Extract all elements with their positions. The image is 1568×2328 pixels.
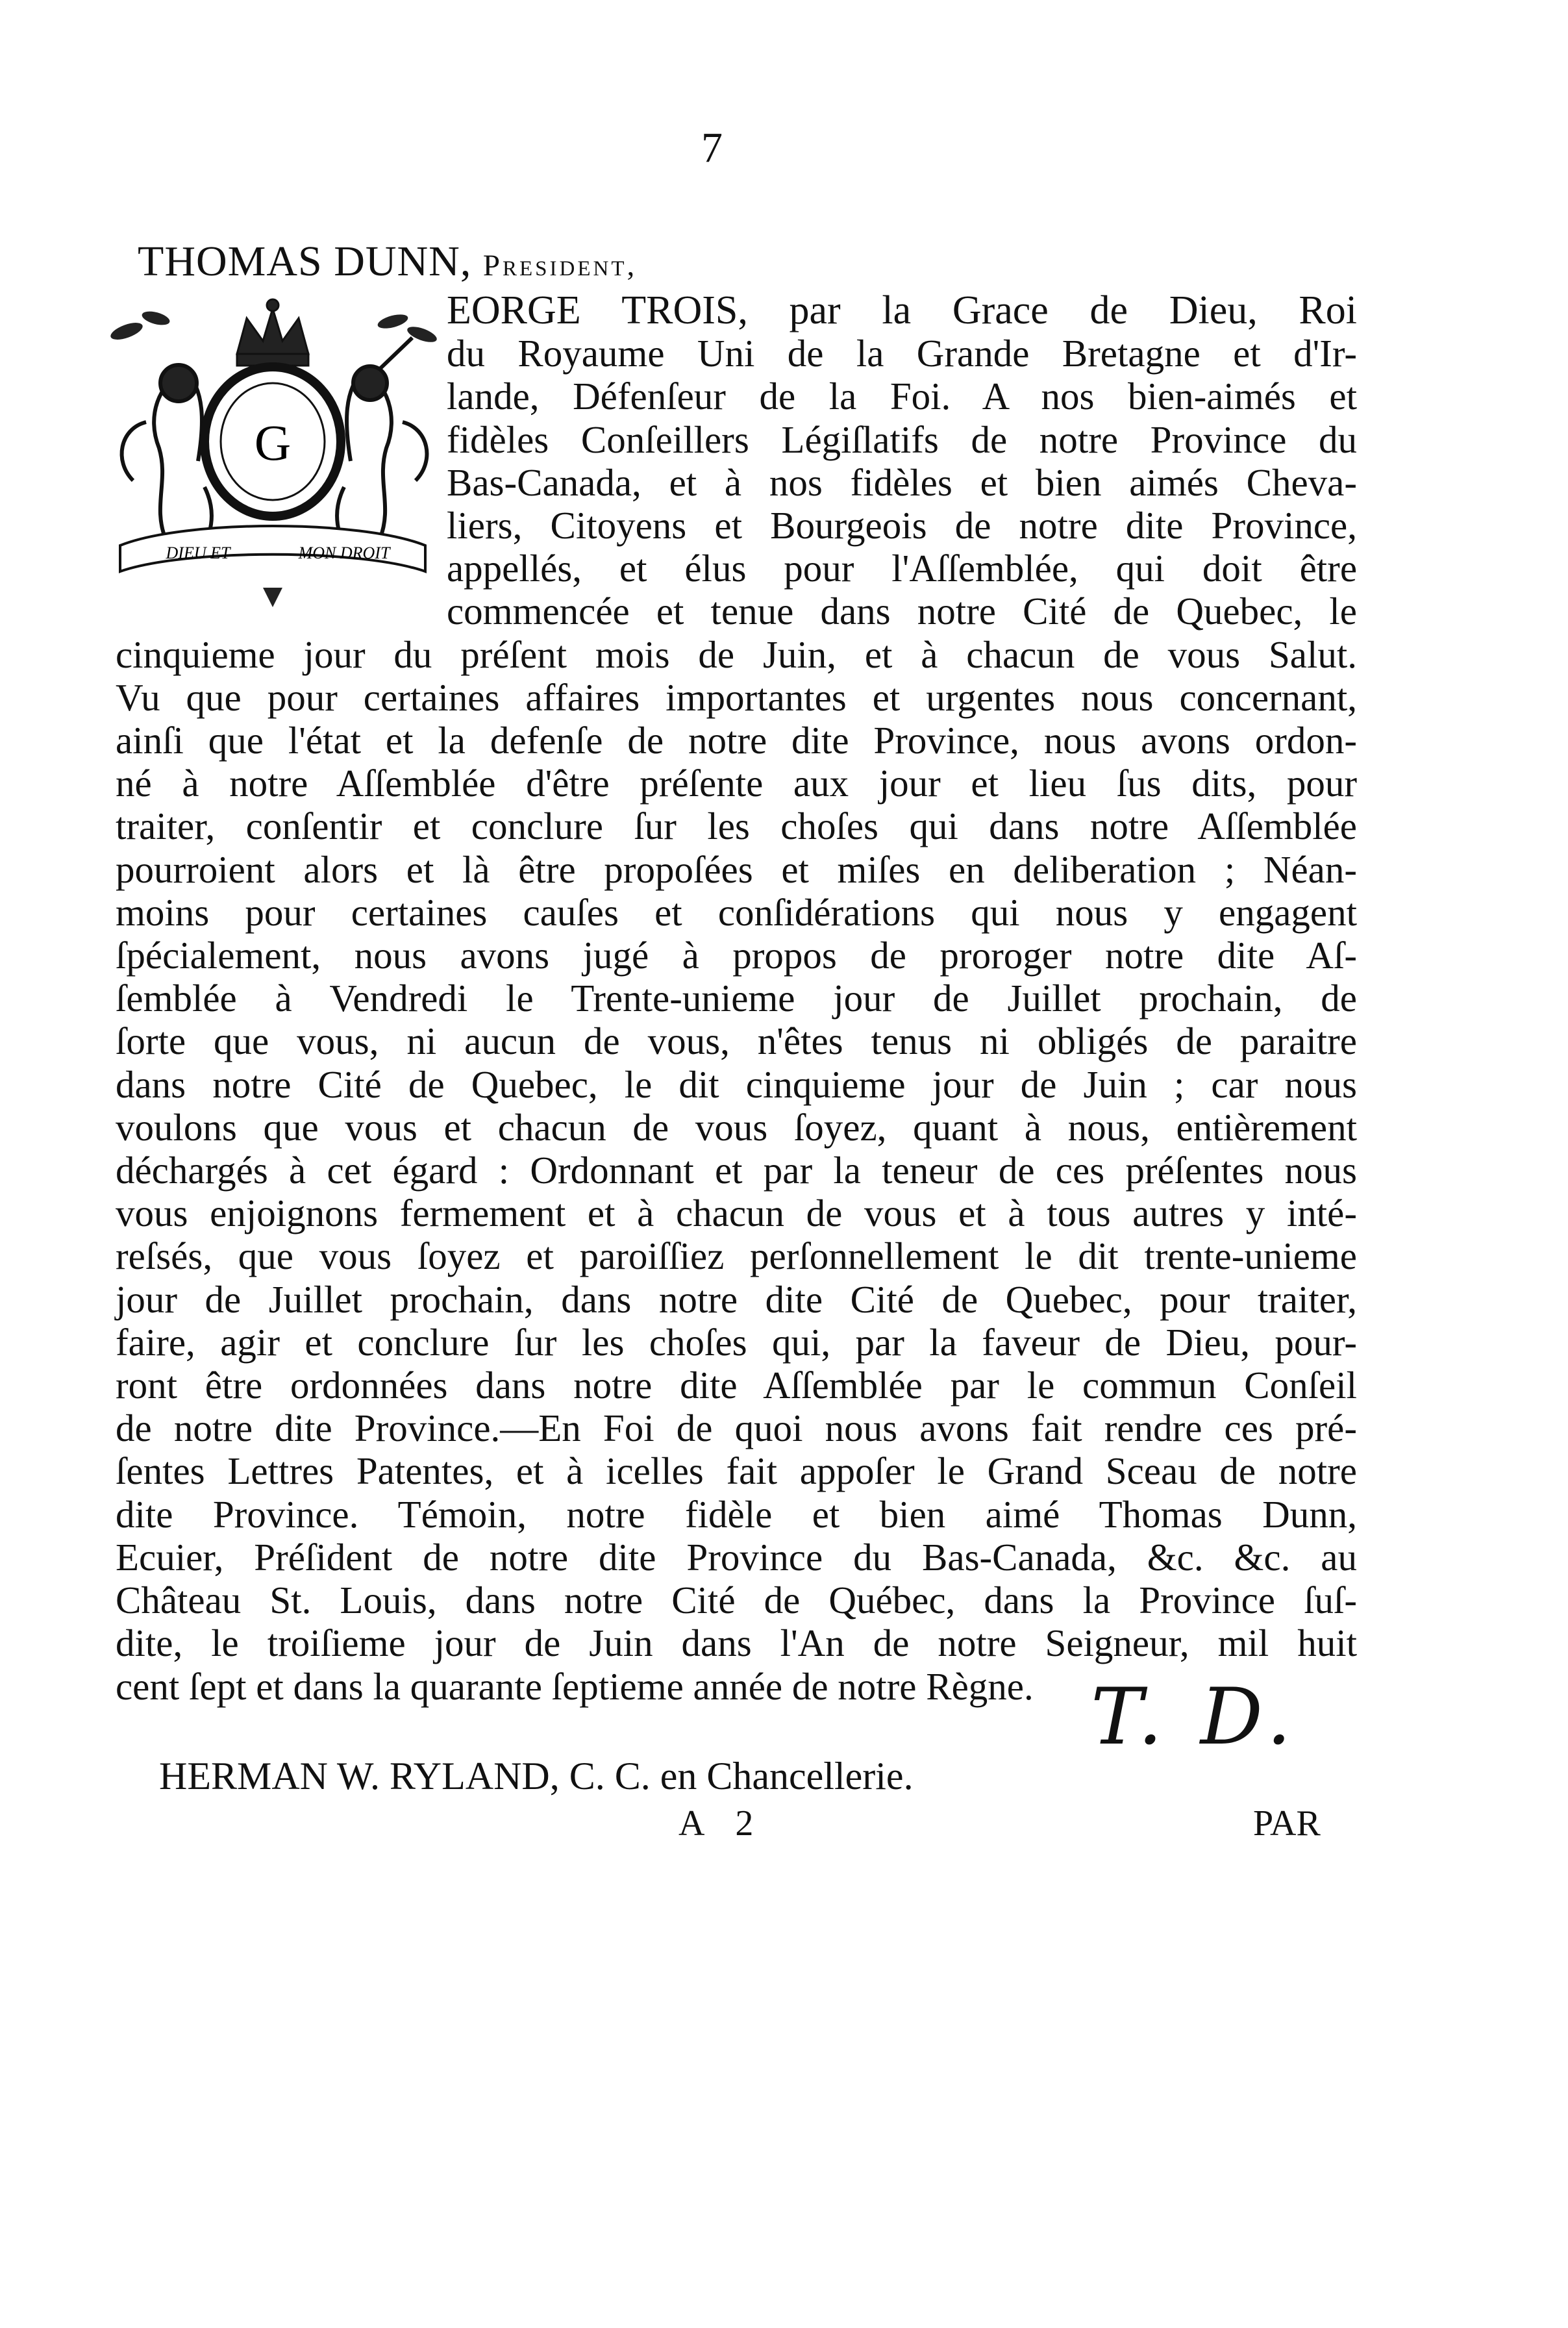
body-line: dite Province. Témoin, notre fidèle et bien aimé Thomas Dunn, (116, 1492, 1357, 1536)
body-line: dite, le troiſieme jour de Juin dans l'An de notre Seigneur, mil huit (116, 1621, 1357, 1665)
body-line: lande, Défenſeur de la Foi. A nos bien-aimés et (447, 375, 1357, 418)
body-line: cinquieme jour du préſent mois de Juin, et à chacun de vous Salut. (116, 632, 1357, 676)
body-line: ſentes Lettres Patentes, et à icelles fait appoſer le Grand Sceau de notre (116, 1449, 1357, 1493)
body-line: faire, agir et conclure ſur les choſes qui, par la faveur de Dieu, pour- (116, 1320, 1357, 1364)
body-line: ſemblée à Vendredi le Trente-unieme jour de Juillet prochain, de (116, 977, 1357, 1020)
body-line: commencée et tenue dans notre Cité de Quebec, le (447, 590, 1357, 633)
body-line: cent ſept et dans la quarante ſeptieme année de notre Règne. (116, 1664, 1034, 1708)
chancellery-line: HERMAN W. RYLAND, C. C. en Chancellerie. (159, 1755, 914, 1797)
body-line: fidèles Conſeillers Légiſlatifs de notre Province du (447, 418, 1357, 461)
body-line: jour de Juillet prochain, dans notre dite Cité de Quebec, pour traiter, (116, 1277, 1357, 1321)
body-line: reſsés, que vous ſoyez et paroiſſiez perſonnellement le dit trente-unieme (116, 1234, 1357, 1278)
body-line: dans notre Cité de Quebec, le dit cinquieme jour de Juin ; car nous (116, 1062, 1357, 1106)
signature-mark: A 2 (678, 1803, 765, 1844)
body-line: appellés, et élus pour l'Aſſemblée, qui doit être (447, 547, 1357, 590)
body-line: ront être ordonnées dans notre dite Aſſemblée par le commun Conſeil (116, 1364, 1357, 1407)
initials-signature: T. D. (1091, 1672, 1298, 1762)
body-line: déchargés à cet égard : Ordonnant et par la teneur de ces préſentes nous (116, 1149, 1357, 1192)
body-line: vous enjoignons fermement et à chacun de vous et à tous autres y inté- (116, 1192, 1357, 1235)
body-line: ainſi que l'état et la defenſe de notre dite Province, nous avons ordon- (116, 719, 1357, 762)
motto-left: DIEU ET (166, 544, 230, 562)
body-line: ſorte que vous, ni aucun de vous, n'êtes tenus ni obligés de paraitre (116, 1020, 1357, 1063)
crest-initial: G (254, 414, 292, 471)
body-line: né à notre Aſſemblée d'être préſente aux jour et lieu ſus dits, pour (116, 762, 1357, 805)
body-line: ſpécialement, nous avons jugé à propos de proroger notre dite Aſ- (116, 934, 1357, 977)
president-name: THOMAS DUNN, (138, 238, 472, 285)
body-line: Bas-Canada, et à nos fidèles et bien aimés Cheva- (447, 460, 1357, 504)
body-line: Ecuier, Préſident de notre dite Province du Bas-Canada, &c. &c. au (116, 1535, 1357, 1579)
page-number: 7 (701, 124, 723, 171)
president-title: President, (482, 249, 638, 282)
body-line: Vu que pour certaines affaires importantes et urgentes nous concernant, (116, 675, 1357, 719)
body-line: voulons que vous et chacun de vous ſoyez, quant à nous, entièrement (116, 1105, 1357, 1149)
body-line: EORGE TROIS, par la Grace de Dieu, Roi (447, 288, 1357, 332)
body-line: du Royaume Uni de la Grande Bretagne et d'Ir- (447, 332, 1357, 375)
body-line: Château St. Louis, dans notre Cité de Québec, dans la Province ſuſ- (116, 1579, 1357, 1622)
body-line: pourroient alors et là être propoſées et miſes en deliberation ; Néan- (116, 847, 1357, 891)
body-line: moins pour certaines cauſes et conſidérations qui nous y engagent (116, 890, 1357, 934)
catchword: PAR (1253, 1803, 1321, 1844)
proclamation-body (116, 289, 1357, 1708)
body-line: liers, Citoyens et Bourgeois de notre dite Province, (447, 504, 1357, 547)
motto-right: MON DROIT (298, 544, 390, 562)
body-line: de notre dite Province.—En Foi de quoi nous avons fait rendre ces pré- (116, 1407, 1357, 1450)
body-line: traiter, conſentir et conclure ſur les choſes qui dans notre Aſſemblée (116, 805, 1357, 848)
proclamation-heading (138, 240, 637, 283)
